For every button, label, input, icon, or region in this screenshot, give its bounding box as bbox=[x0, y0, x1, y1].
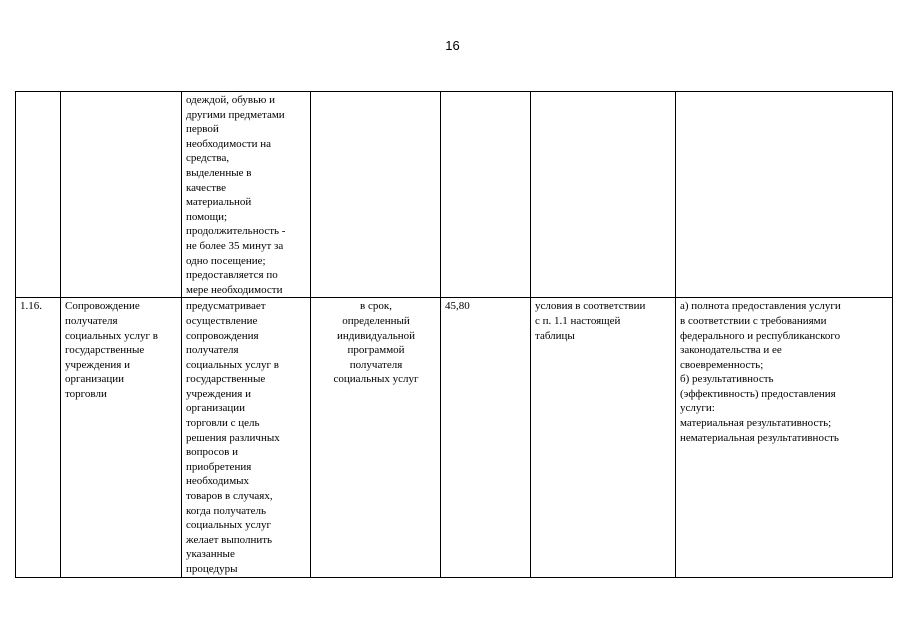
cell-service-name bbox=[61, 92, 182, 298]
service-price: 45,80 bbox=[445, 300, 470, 313]
table-row bbox=[16, 298, 893, 577]
service-name: Сопровождение получателя социальных услуг в государственные учреждения и организации торговли bbox=[65, 300, 158, 400]
cell-terms bbox=[311, 92, 441, 298]
cell-evaluation bbox=[676, 92, 893, 298]
service-conditions: условия в соответствии с п. 1.1 настоящей таблицы bbox=[535, 300, 646, 342]
cell-evaluation bbox=[676, 298, 893, 577]
row-number: 1.16. bbox=[20, 300, 42, 313]
page-number: 16 bbox=[445, 38, 460, 53]
cell-number bbox=[16, 92, 61, 298]
cell-description bbox=[182, 298, 311, 577]
cell-service-name bbox=[61, 298, 182, 577]
cell-number bbox=[16, 298, 61, 577]
service-terms: в срок, определенный индивидуальной программой получателя социальных услуг bbox=[333, 300, 419, 386]
cell-terms bbox=[311, 298, 441, 577]
service-description: предусматривает осуществление сопровождения получателя социальных услуг в государственные учреждения и организации торговли с цель решения различных вопросов и приобретения необходимых товаров в случаях, когда получатель социальных услуг желает выполнить указанные процедуры bbox=[186, 300, 280, 575]
service-description: одеждой, обувью и другими предметами первой необходимости на средства, выделенные в качестве материальной помощи; продолжительность - не более 35 минут за одно посещение; предоставляется по мере необходимости bbox=[186, 94, 286, 296]
table-row bbox=[16, 92, 893, 298]
cell-conditions bbox=[531, 298, 676, 577]
services-table bbox=[15, 91, 893, 578]
cell-price bbox=[441, 298, 531, 577]
service-evaluation: а) полнота предоставления услуги в соответствии с требованиями федерального и республиканского законодательства и ее своевременность; б) результативность (эффективность) предоставления услуги: материальная результативность; нематериальная результативность bbox=[680, 300, 841, 444]
cell-price bbox=[441, 92, 531, 298]
cell-description bbox=[182, 92, 311, 298]
cell-conditions bbox=[531, 92, 676, 298]
